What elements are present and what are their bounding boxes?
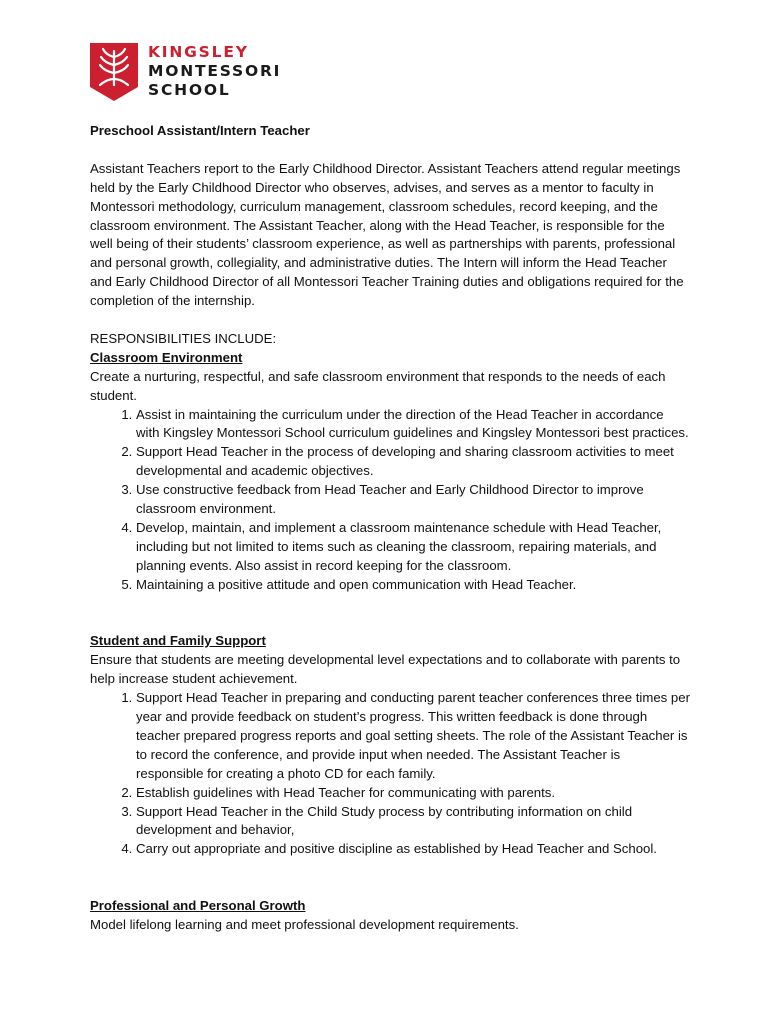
- student-family-support-list: [90, 689, 690, 859]
- list-item: 4. Carry out appropriate and positive discipline as established by Head Teacher and School.: [136, 840, 690, 859]
- list-item: 2. Establish guidelines with Head Teacher for communicating with parents.: [136, 784, 690, 803]
- classroom-environment-list: [90, 406, 690, 595]
- list-item: 2. Support Head Teacher in the process of developing and sharing classroom activities to meet developmental and academic objectives.: [136, 443, 690, 481]
- section-intro-student-family-support: Ensure that students are meeting developmental level expectations and to collaborate with parents to help increase student achievement.: [90, 652, 681, 687]
- document-body: [90, 122, 690, 935]
- section-heading-professional-growth: Professional and Personal Growth: [90, 898, 306, 914]
- logo-line-1: KINGSLEY: [148, 43, 249, 61]
- responsibilities-heading: RESPONSIBILITIES INCLUDE:: [90, 330, 277, 346]
- section-intro-professional-growth: Model lifelong learning and meet professional development requirements.: [90, 917, 519, 932]
- school-logo: [90, 43, 290, 103]
- list-item: 4. Develop, maintain, and implement a classroom maintenance schedule with Head Teacher, including but not limited to items such as cleaning the classroom, repairing materials, and planning events. Also assist in record keeping for the classroom.: [136, 519, 690, 576]
- logo-emblem-icon: [90, 43, 138, 101]
- list-item: 3. Use constructive feedback from Head Teacher and Early Childhood Director to improve classroom environment.: [136, 481, 690, 519]
- section-heading-student-family-support: Student and Family Support: [90, 633, 266, 649]
- section-heading-classroom-environment: Classroom Environment: [90, 349, 243, 365]
- logo-line-2: MONTESSORI: [148, 62, 282, 80]
- list-item: 1. Support Head Teacher in preparing and conducting parent teacher conferences three times per year and provide feedback on student’s progress. This written feedback is done through teacher prepared progress reports and goal setting sheets. The role of the Assistant Teacher is to record the conference, and provide input when needed. The Assistant Teacher is responsible for creating a photo CD for each family.: [136, 689, 690, 784]
- logo-line-3: SCHOOL: [148, 81, 231, 99]
- list-item: 1. Assist in maintaining the curriculum under the direction of the Head Teacher in accordance with Kingsley Montessori School curriculum guidelines and Kingsley Montessori best practices.: [136, 406, 690, 444]
- list-item: 5. Maintaining a positive attitude and open communication with Head Teacher.: [136, 576, 690, 595]
- list-item: 3. Support Head Teacher in the Child Study process by contributing information on child development and behavior,: [136, 803, 690, 841]
- logo-wordmark: [148, 43, 281, 100]
- section-intro-classroom-environment: Create a nurturing, respectful, and safe classroom environment that responds to the needs of each student.: [90, 368, 666, 403]
- page-title: Preschool Assistant/Intern Teacher: [90, 123, 310, 138]
- intro-paragraph: Assistant Teachers report to the Early Childhood Director. Assistant Teachers attend regular meetings held by the Early Childhood Director who observes, advises, and serves as a mentor to faculty in Montessori methodology, curriculum management, classroom schedules, record keeping, and the classroom environment. The Assistant Teacher, along with the Head Teacher, is responsible for the well being of their students’ classroom experience, as well as partnerships with parents, professional and personal growth, collegiality, and administrative duties. The Intern will inform the Head Teacher and Early Childhood Director of all Montessori Teacher Training duties and obligations required for the completion of the internship.: [90, 160, 684, 309]
